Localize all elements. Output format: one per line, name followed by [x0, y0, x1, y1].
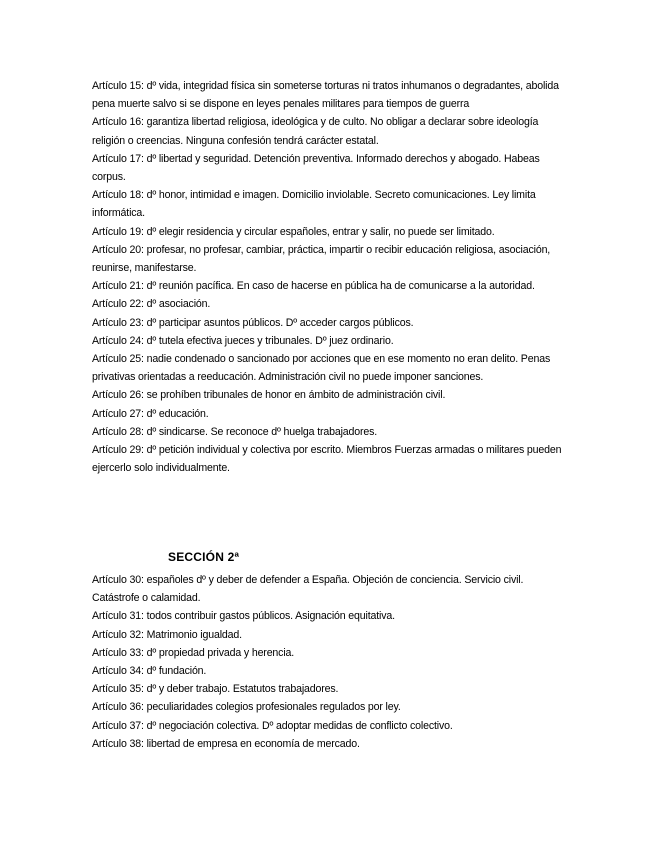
article-31: Artículo 31: todos contribuir gastos públicos. Asignación equitativa. [92, 610, 395, 623]
article-18: Artículo 18: dº honor, intimidad e imagen. Domicilio inviolable. Secreto comunicaciones. Ley limita informática. [92, 189, 536, 220]
article-15: Artículo 15: dº vida, integridad física sin someterse torturas ni tratos inhumanos o degradantes, abolida pena muerte salvo si se dispone en leyes penales militares para tiempos de guerra [92, 80, 559, 111]
article-19: Artículo 19: dº elegir residencia y circular españoles, entrar y salir, no puede ser limitado. [92, 225, 495, 238]
article-20: Artículo 20: profesar, no profesar, cambiar, práctica, impartir o recibir educación religiosa, asociación, reunirse, manifestarse. [92, 243, 551, 275]
article-27: Artículo 27: dº educación. [92, 407, 209, 420]
article-16: Artículo 16: garantiza libertad religiosa, ideológica y de culto. No obligar a declarar sobre ideología religión o creencias. Ninguna confesión tendrá carácter estatal. [92, 116, 539, 147]
article-33: Artículo 33: dº propiedad privada y herencia. [92, 646, 295, 659]
article-25: Artículo 25: nadie condenado o sancionado por acciones que en ese momento no eran delito. Penas privativas orientadas a reeducación. Administración civil no puede imponer sanciones. [92, 353, 551, 384]
article-32: Artículo 32: Matrimonio igualdad. [92, 628, 242, 641]
article-28: Artículo 28: dº sindicarse. Se reconoce dº huelga trabajadores. [92, 425, 378, 438]
article-23: Artículo 23: dº participar asuntos públicos. Dº acceder cargos públicos. [92, 316, 414, 329]
section-2-articles [92, 571, 572, 753]
article-29: Artículo 29: dº petición individual y colectiva por escrito. Miembros Fuerzas armadas o militares pueden ejercerlo solo individualmente. [92, 444, 562, 475]
article-36: Artículo 36: peculiaridades colegios profesionales regulados por ley. [92, 701, 401, 714]
article-37: Artículo 37: dº negociación colectiva. Dº adoptar medidas de conflicto colectivo. [92, 719, 453, 732]
article-22: Artículo 22: dº asociación. [92, 298, 211, 311]
section-2-heading: SECCIÓN 2ª [168, 550, 240, 564]
article-26: Artículo 26: se prohíben tribunales de honor en ámbito de administración civil. [92, 389, 446, 402]
article-38: Artículo 38: libertad de empresa en economía de mercado. [92, 737, 360, 750]
section-1-articles [92, 77, 572, 477]
article-17: Artículo 17: dº libertad y seguridad. Detención preventiva. Informado derechos y abogado. Habeas corpus. [92, 152, 540, 184]
article-35: Artículo 35: dº y deber trabajo. Estatutos trabajadores. [92, 683, 339, 696]
article-34: Artículo 34: dº fundación. [92, 665, 207, 678]
article-21: Artículo 21: dº reunión pacífica. En caso de hacerse en pública ha de comunicarse a la autoridad. [92, 280, 535, 293]
article-24: Artículo 24: dº tutela efectiva jueces y tribunales. Dº juez ordinario. [92, 334, 394, 347]
article-30: Artículo 30: españoles dº y deber de defender a España. Objeción de conciencia. Servicio civil. Catástrofe o calamidad. [92, 574, 524, 605]
